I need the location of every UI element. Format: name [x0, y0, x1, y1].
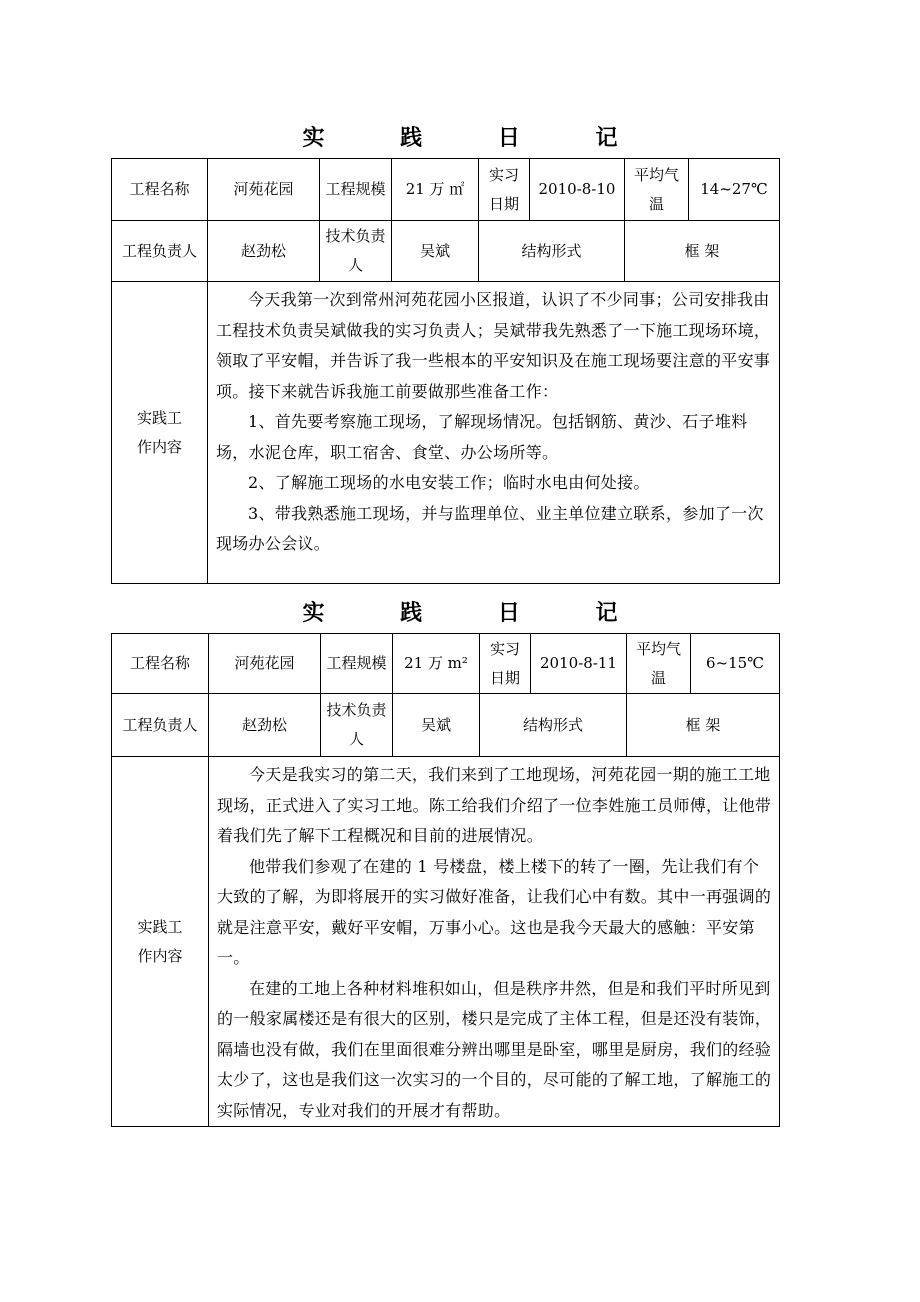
value-project-leader: 赵劲松 [209, 694, 321, 757]
value-project-scale: 21 万 m² [393, 634, 480, 694]
paragraph: 今天是我实习的第二天，我们来到了工地现场，河苑花园一期的施工工地现场，正式进入了实习工地。陈工给我们介绍了一位李姓施工员师傅，让他带着我们先了解下工程概况和目前的进展情况。 [217, 765, 772, 845]
label-tech-leader: 技术负责人 [321, 694, 393, 757]
label-practice-date: 实习日期 [480, 634, 531, 694]
value-structure-form: 框 架 [627, 694, 780, 757]
paragraph: 1、首先要考察施工现场，了解现场情况。包括钢筋、黄沙、石子堆料场，水泥仓库，职工宿舍、食堂、办公场所等。 [216, 412, 748, 462]
paragraph: 3、带我熟悉施工现场，并与监理单位、业主单位建立联系，参加了一次现场办公会议。 [216, 503, 764, 553]
paragraph: 他带我们参观了在建的 1 号楼盘，楼上楼下的转了一圈，先让我们有个大致的了解，为即将展开的实习做好准备，让我们心中有数。其中一再强调的就是注意平安，戴好平安帽，万事小心。这也是我今天最大的感触：平安第一。 [217, 856, 772, 967]
paragraph: 2、了解施工现场的水电安装工作；临时水电由何处接。 [248, 473, 650, 492]
paragraph: 在建的工地上各种材料堆积如山，但是秩序井然，但是和我们平时所见到的一般家属楼还是有很大的区别，楼只是完成了主体工程，但是还没有装饰，隔墙也没有做，我们在里面很难分辨出哪里是卧室，哪里是厨房，我们的经验太少了，这也是我们这一次实习的一个目的，尽可能的了解工地，了解施工的实际情况，专业对我们的开展才有帮助。 [217, 978, 772, 1120]
label-structure-form: 结构形式 [480, 694, 627, 757]
label-avg-temp: 平均气温 [625, 159, 689, 221]
label-project-name: 工程名称 [112, 634, 209, 694]
value-practice-date: 2010-8-11 [531, 634, 627, 694]
value-practice-date: 2010-8-10 [530, 159, 625, 221]
value-project-name: 河苑花园 [208, 159, 320, 221]
label-project-scale: 工程规模 [321, 634, 393, 694]
work-content-2 [209, 757, 780, 1127]
label-practice-date: 实习日期 [479, 159, 530, 221]
value-project-name: 河苑花园 [209, 634, 321, 694]
label-project-leader: 工程负责人 [112, 694, 209, 757]
diary-title-1: 实 践 日 记 [302, 125, 652, 151]
label-work-content: 实践工作内容 [112, 757, 209, 1127]
label-work-content: 实践工作内容 [112, 282, 208, 584]
label-project-leader: 工程负责人 [112, 221, 208, 282]
value-structure-form: 框 架 [625, 221, 780, 282]
value-tech-leader: 吴斌 [393, 694, 480, 757]
diary-table-2 [111, 633, 780, 1127]
paragraph: 今天我第一次到常州河苑花园小区报道，认识了不少同事；公司安排我由工程技术负责吴斌做我的实习负责人；吴斌带我先熟悉了一下施工现场环境，领取了平安帽，并告诉了我一些根本的平安知识及在施工现场要注意的平安事项。接下来就告诉我施工前要做那些准备工作： [216, 290, 771, 401]
value-project-leader: 赵劲松 [208, 221, 320, 282]
work-content-1 [208, 282, 780, 584]
label-project-name: 工程名称 [112, 159, 208, 221]
diary-table-1 [111, 158, 780, 584]
label-project-scale: 工程规模 [320, 159, 392, 221]
label-structure-form: 结构形式 [479, 221, 625, 282]
label-tech-leader: 技术负责人 [320, 221, 392, 282]
value-tech-leader: 吴斌 [392, 221, 479, 282]
diary-title-2: 实 践 日 记 [302, 600, 652, 626]
value-avg-temp: 14~27℃ [689, 159, 780, 221]
value-avg-temp: 6~15℃ [691, 634, 780, 694]
value-project-scale: 21 万 ㎡ [392, 159, 479, 221]
label-avg-temp: 平均气温 [627, 634, 691, 694]
